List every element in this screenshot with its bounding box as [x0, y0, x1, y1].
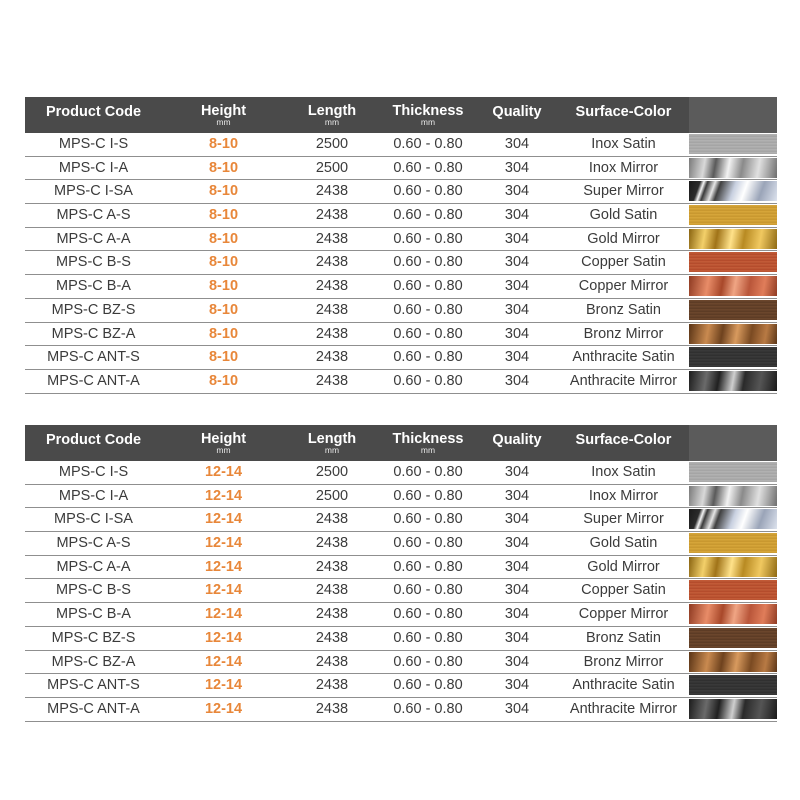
- quality-value: 304: [504, 372, 530, 389]
- surface-swatch: [689, 652, 777, 672]
- header-thickness-label: Thickness: [392, 103, 464, 119]
- height-value: 12-14: [204, 700, 243, 717]
- surface-color-value: Copper Mirror: [578, 278, 669, 295]
- surface-color-value: Anthracite Mirror: [569, 700, 678, 717]
- height-value: 8-10: [208, 349, 239, 366]
- product-code: MPS-C B-S: [56, 254, 131, 271]
- table-row: [25, 323, 777, 347]
- surface-swatch: [689, 324, 777, 344]
- surface-color-value: Copper Satin: [581, 254, 666, 271]
- surface-swatch: [689, 533, 777, 553]
- header-quality: [473, 97, 561, 133]
- quality-value: 304: [504, 487, 530, 504]
- product-code: MPS-C ANT-A: [47, 700, 140, 717]
- length-value: 2438: [315, 325, 349, 342]
- surface-color-value: Bronz Satin: [586, 301, 661, 318]
- thickness-value: 0.60 - 0.80: [393, 487, 463, 504]
- product-code: MPS-C BZ-A: [51, 325, 136, 342]
- quality-value: 304: [504, 677, 530, 694]
- height-value: 12-14: [204, 606, 243, 623]
- table-row: [25, 556, 777, 580]
- length-value: 2438: [315, 629, 349, 646]
- quality-value: 304: [504, 606, 530, 623]
- height-value: 12-14: [204, 535, 243, 552]
- product-code: MPS-C ANT-A: [47, 372, 140, 389]
- product-code: MPS-C I-S: [58, 136, 129, 152]
- surface-swatch: [689, 557, 777, 577]
- header-thickness: [380, 425, 476, 461]
- product-code: MPS-C ANT-S: [47, 349, 140, 366]
- surface-color-value: Copper Mirror: [578, 606, 669, 623]
- surface-color-value: Bronz Mirror: [583, 325, 664, 342]
- header-length: [277, 425, 387, 461]
- height-value: 12-14: [204, 629, 243, 646]
- quality-value: 304: [504, 629, 530, 646]
- header-length-unit: mm: [324, 445, 340, 455]
- quality-value: 304: [504, 136, 530, 152]
- product-code: MPS-C BZ-S: [51, 629, 136, 646]
- thickness-value: 0.60 - 0.80: [393, 700, 463, 717]
- thickness-value: 0.60 - 0.80: [393, 207, 463, 224]
- height-value: 12-14: [204, 464, 243, 480]
- quality-value: 304: [504, 700, 530, 717]
- surface-color-value: Gold Mirror: [587, 558, 660, 575]
- thickness-value: 0.60 - 0.80: [393, 677, 463, 694]
- quality-value: 304: [504, 349, 530, 366]
- surface-swatch: [689, 276, 777, 296]
- surface-color-value: Inox Satin: [591, 136, 656, 152]
- product-code: MPS-C A-A: [56, 558, 131, 575]
- table-row: [25, 299, 777, 323]
- header-quality: [473, 425, 561, 461]
- length-value: 2438: [315, 254, 349, 271]
- header-product-code-label: Product Code: [45, 432, 142, 448]
- surface-color-value: Inox Mirror: [588, 487, 659, 504]
- length-value: 2438: [315, 183, 349, 200]
- quality-value: 304: [504, 511, 530, 528]
- surface-swatch: [689, 181, 777, 201]
- surface-swatch: [689, 509, 777, 529]
- surface-color-value: Anthracite Satin: [572, 349, 675, 366]
- product-code: MPS-C BZ-A: [51, 653, 136, 670]
- quality-value: 304: [504, 653, 530, 670]
- surface-swatch: [689, 158, 777, 178]
- height-value: 8-10: [208, 254, 239, 271]
- table-row: [25, 461, 777, 485]
- swatch-header: [689, 425, 777, 461]
- thickness-value: 0.60 - 0.80: [393, 325, 463, 342]
- surface-swatch: [689, 205, 777, 225]
- length-value: 2438: [315, 301, 349, 318]
- product-table-12-14: [25, 425, 777, 722]
- surface-swatch: [689, 604, 777, 624]
- length-value: 2438: [315, 677, 349, 694]
- product-code: MPS-C A-S: [56, 535, 131, 552]
- table-row: [25, 157, 777, 181]
- header-height-unit: mm: [216, 117, 231, 127]
- header-length-label: Length: [307, 103, 357, 119]
- thickness-value: 0.60 - 0.80: [393, 464, 463, 480]
- thickness-value: 0.60 - 0.80: [393, 582, 463, 599]
- length-value: 2500: [315, 464, 349, 480]
- product-code: MPS-C ANT-S: [47, 677, 140, 694]
- table-row: [25, 674, 777, 698]
- quality-value: 304: [504, 325, 530, 342]
- thickness-value: 0.60 - 0.80: [393, 254, 463, 271]
- table-row: [25, 275, 777, 299]
- header-surface-color-label: Surface-Color: [575, 104, 672, 120]
- thickness-value: 0.60 - 0.80: [393, 301, 463, 318]
- header-quality-label: Quality: [492, 432, 542, 448]
- header-thickness-unit: mm: [420, 445, 436, 455]
- product-table-8-10: [25, 97, 777, 394]
- length-value: 2438: [315, 582, 349, 599]
- height-value: 12-14: [204, 511, 243, 528]
- surface-swatch: [689, 462, 777, 482]
- surface-color-value: Super Mirror: [583, 183, 664, 200]
- height-value: 12-14: [204, 653, 243, 670]
- quality-value: 304: [504, 183, 530, 200]
- product-code: MPS-C A-S: [56, 207, 131, 224]
- surface-color-value: Gold Satin: [589, 535, 658, 552]
- product-code: MPS-C I-SA: [54, 183, 133, 200]
- table-row: [25, 180, 777, 204]
- surface-swatch: [689, 347, 777, 367]
- header-product-code: [25, 425, 162, 461]
- product-code: MPS-C I-A: [58, 159, 129, 176]
- header-height-label: Height: [200, 103, 247, 119]
- table-row: [25, 251, 777, 275]
- table-row: [25, 603, 777, 627]
- height-value: 12-14: [204, 558, 243, 575]
- header-surface-color: [555, 425, 692, 461]
- length-value: 2438: [315, 207, 349, 224]
- surface-swatch: [689, 486, 777, 506]
- quality-value: 304: [504, 464, 530, 480]
- table-row: [25, 485, 777, 509]
- surface-color-value: Bronz Mirror: [583, 653, 664, 670]
- product-code: MPS-C A-A: [56, 230, 131, 247]
- surface-color-value: Gold Satin: [589, 207, 658, 224]
- height-value: 8-10: [208, 159, 239, 176]
- height-value: 12-14: [204, 582, 243, 599]
- table-row: [25, 508, 777, 532]
- surface-color-value: Bronz Satin: [586, 629, 661, 646]
- length-value: 2438: [315, 278, 349, 295]
- thickness-value: 0.60 - 0.80: [393, 606, 463, 623]
- table-row: [25, 346, 777, 370]
- surface-swatch: [689, 675, 777, 695]
- quality-value: 304: [504, 558, 530, 575]
- header-height-label: Height: [200, 431, 247, 447]
- length-value: 2500: [315, 487, 349, 504]
- quality-value: 304: [504, 159, 530, 176]
- table-row: [25, 698, 777, 722]
- header-surface-color-label: Surface-Color: [575, 432, 672, 448]
- thickness-value: 0.60 - 0.80: [393, 159, 463, 176]
- product-code: MPS-C I-SA: [54, 511, 133, 528]
- product-code: MPS-C B-S: [56, 582, 131, 599]
- product-code: MPS-C B-A: [56, 606, 131, 623]
- length-value: 2438: [315, 349, 349, 366]
- swatch-header: [689, 97, 777, 133]
- surface-color-value: Gold Mirror: [587, 230, 660, 247]
- header-thickness: [380, 97, 476, 133]
- table-row: [25, 228, 777, 252]
- header-product-code: [25, 97, 162, 133]
- surface-swatch: [689, 628, 777, 648]
- surface-swatch: [689, 134, 777, 154]
- header-length: [277, 97, 387, 133]
- height-value: 8-10: [208, 207, 239, 224]
- length-value: 2500: [315, 136, 349, 152]
- table-row: [25, 651, 777, 675]
- quality-value: 304: [504, 278, 530, 295]
- quality-value: 304: [504, 582, 530, 599]
- height-value: 8-10: [208, 230, 239, 247]
- quality-value: 304: [504, 301, 530, 318]
- header-surface-color: [555, 97, 692, 133]
- surface-swatch: [689, 252, 777, 272]
- table-row: [25, 370, 777, 394]
- height-value: 8-10: [208, 136, 239, 152]
- quality-value: 304: [504, 230, 530, 247]
- surface-swatch: [689, 580, 777, 600]
- surface-color-value: Super Mirror: [583, 511, 664, 528]
- table-row: [25, 579, 777, 603]
- header-height-unit: mm: [216, 445, 231, 455]
- height-value: 8-10: [208, 183, 239, 200]
- thickness-value: 0.60 - 0.80: [393, 230, 463, 247]
- height-value: 12-14: [204, 677, 243, 694]
- table-row: [25, 532, 777, 556]
- thickness-value: 0.60 - 0.80: [393, 653, 463, 670]
- thickness-value: 0.60 - 0.80: [393, 629, 463, 646]
- header-quality-label: Quality: [492, 104, 542, 120]
- length-value: 2438: [315, 653, 349, 670]
- surface-swatch: [689, 229, 777, 249]
- product-code: MPS-C B-A: [56, 278, 131, 295]
- surface-swatch: [689, 371, 777, 391]
- length-value: 2438: [315, 230, 349, 247]
- height-value: 8-10: [208, 278, 239, 295]
- thickness-value: 0.60 - 0.80: [393, 558, 463, 575]
- surface-color-value: Anthracite Satin: [572, 677, 675, 694]
- header-length-label: Length: [307, 431, 357, 447]
- length-value: 2438: [315, 558, 349, 575]
- quality-value: 304: [504, 535, 530, 552]
- quality-value: 304: [504, 254, 530, 271]
- thickness-value: 0.60 - 0.80: [393, 136, 463, 152]
- height-value: 8-10: [208, 372, 239, 389]
- product-code: MPS-C BZ-S: [51, 301, 136, 318]
- length-value: 2438: [315, 535, 349, 552]
- surface-color-value: Inox Satin: [591, 464, 656, 480]
- thickness-value: 0.60 - 0.80: [393, 349, 463, 366]
- header-thickness-label: Thickness: [392, 431, 464, 447]
- thickness-value: 0.60 - 0.80: [393, 372, 463, 389]
- header-length-unit: mm: [324, 117, 340, 127]
- table-row: [25, 133, 777, 157]
- length-value: 2438: [315, 606, 349, 623]
- header-thickness-unit: mm: [420, 117, 436, 127]
- header-height: [170, 97, 277, 133]
- surface-swatch: [689, 699, 777, 719]
- length-value: 2438: [315, 511, 349, 528]
- product-code: MPS-C I-A: [58, 487, 129, 504]
- thickness-value: 0.60 - 0.80: [393, 278, 463, 295]
- thickness-value: 0.60 - 0.80: [393, 511, 463, 528]
- product-code: MPS-C I-S: [58, 464, 129, 480]
- table-row: [25, 204, 777, 228]
- surface-color-value: Anthracite Mirror: [569, 372, 678, 389]
- height-value: 12-14: [204, 487, 243, 504]
- length-value: 2438: [315, 372, 349, 389]
- surface-color-value: Copper Satin: [581, 582, 666, 599]
- header-height: [170, 425, 277, 461]
- thickness-value: 0.60 - 0.80: [393, 535, 463, 552]
- surface-color-value: Inox Mirror: [588, 159, 659, 176]
- table-row: [25, 627, 777, 651]
- table-header: [25, 97, 777, 133]
- quality-value: 304: [504, 207, 530, 224]
- height-value: 8-10: [208, 325, 239, 342]
- thickness-value: 0.60 - 0.80: [393, 183, 463, 200]
- length-value: 2438: [315, 700, 349, 717]
- table-header: [25, 425, 777, 461]
- length-value: 2500: [315, 159, 349, 176]
- surface-swatch: [689, 300, 777, 320]
- height-value: 8-10: [208, 301, 239, 318]
- header-product-code-label: Product Code: [45, 104, 142, 120]
